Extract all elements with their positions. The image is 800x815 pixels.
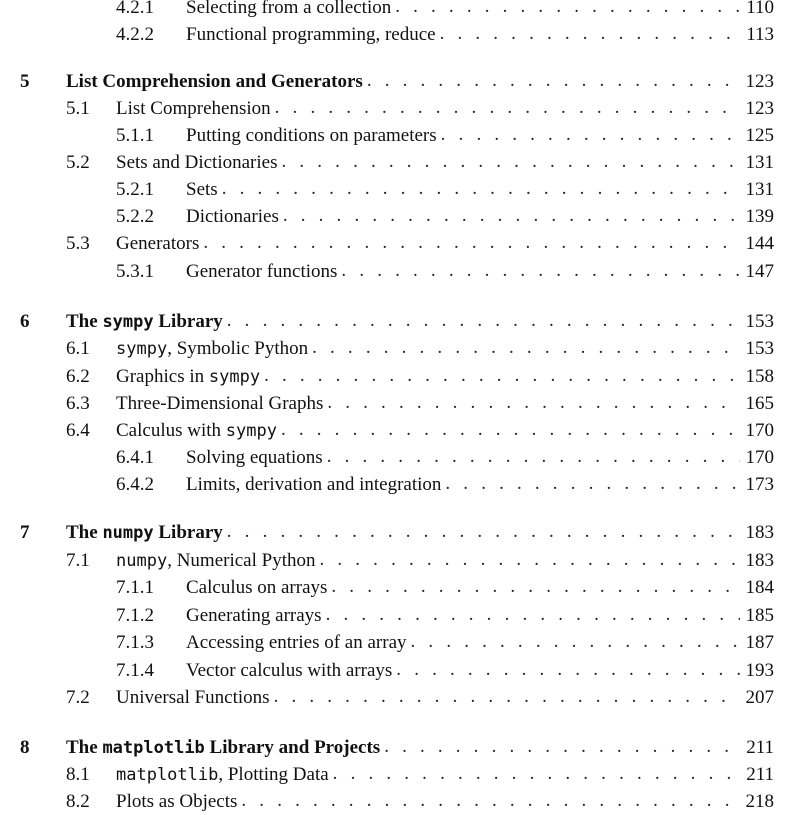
toc-title-text: Three-Dimensional Graphs <box>116 393 324 414</box>
toc-page-number: 173 <box>740 472 775 498</box>
toc-title-text: Putting conditions on parameters <box>186 125 437 146</box>
toc-entry-line <box>116 336 774 362</box>
dot-leader <box>384 735 740 760</box>
toc-subsection-entry <box>0 177 800 203</box>
toc-entry-number: 7.1 <box>66 550 90 571</box>
toc-entry-line <box>116 150 774 176</box>
toc-entry-number: 8.1 <box>66 764 90 785</box>
toc-page-number: 110 <box>740 0 774 21</box>
toc-entry-title <box>116 685 274 711</box>
toc-entry-number: 7.1.2 <box>116 605 154 626</box>
toc-title-text: Generating arrays <box>186 605 322 626</box>
toc-title-text: List Comprehension and Generators <box>66 71 363 92</box>
toc-title-text: Dictionaries <box>186 206 279 227</box>
toc-entry-number: 6.4.1 <box>116 447 154 468</box>
toc-chapter-entry <box>0 309 800 335</box>
toc-page-number: 187 <box>740 630 775 656</box>
toc-title-text: Calculus on arrays <box>186 577 328 598</box>
toc-chapter-entry <box>0 69 800 95</box>
toc-entry-title <box>66 69 367 95</box>
toc-entry-number: 7.1.4 <box>116 660 154 681</box>
toc-chapter-entry <box>0 520 800 546</box>
toc-title-code: sympy <box>225 421 277 441</box>
toc-title-text: Library and Projects <box>204 737 381 758</box>
toc-entry-number: 8 <box>20 737 30 758</box>
toc-entry-number: 7 <box>20 522 30 543</box>
toc-page-number: 183 <box>740 548 775 574</box>
toc-page-number: 123 <box>740 69 775 95</box>
toc-title-text: List Comprehension <box>116 98 271 119</box>
toc-subsection-entry <box>0 575 800 601</box>
toc-entry-title <box>116 789 241 815</box>
dot-leader <box>275 96 740 121</box>
toc-entry-line <box>116 685 774 711</box>
toc-entry-title <box>116 391 327 417</box>
toc-entry-title <box>116 762 333 788</box>
toc-entry-number: 7.1.3 <box>116 632 154 653</box>
toc-title-text: Solving equations <box>186 447 323 468</box>
toc-title-text: Sets and Dictionaries <box>116 152 278 173</box>
dot-leader <box>203 231 739 256</box>
toc-entry-line <box>186 204 774 230</box>
toc-section-entry <box>0 336 800 362</box>
toc-entry-title <box>66 735 384 761</box>
toc-entry-title <box>116 418 281 444</box>
toc-entry-line <box>66 69 774 95</box>
toc-entry-title <box>186 603 326 629</box>
toc-entry-title <box>116 150 281 176</box>
toc-title-text: The <box>66 522 103 543</box>
toc-title-code: matplotlib <box>116 765 219 785</box>
toc-entry-line <box>66 309 774 335</box>
toc-section-entry <box>0 418 800 444</box>
toc-page-number: 125 <box>740 123 775 149</box>
toc-entry-number: 8.2 <box>66 791 90 812</box>
toc-title-text: Library <box>153 311 223 332</box>
toc-title-text: Accessing entries of an array <box>186 632 407 653</box>
dot-leader <box>333 762 741 787</box>
toc-entry-number: 6.1 <box>66 338 90 359</box>
toc-section-entry <box>0 789 800 815</box>
toc-entry-line <box>186 0 774 21</box>
dot-leader <box>319 548 739 573</box>
toc-entry-title <box>186 259 341 285</box>
toc-subsection-entry <box>0 22 800 48</box>
toc-entry-title <box>186 22 440 48</box>
toc-page-number: 193 <box>740 658 775 684</box>
toc-entry-title <box>186 0 395 21</box>
toc-title-code: numpy <box>102 523 154 543</box>
dot-leader <box>281 150 739 175</box>
toc-section-entry <box>0 150 800 176</box>
toc-entry-title <box>116 231 203 257</box>
dot-leader <box>274 685 740 710</box>
toc-entry-title <box>186 472 445 498</box>
toc-entry-title <box>186 630 411 656</box>
toc-page-number: 170 <box>740 418 775 444</box>
toc-entry-title <box>186 658 396 684</box>
dot-leader <box>227 309 740 334</box>
toc-entry-number: 5.2.2 <box>116 206 154 227</box>
dot-leader <box>326 603 740 628</box>
dot-leader <box>440 22 741 47</box>
toc-chapter-entry <box>0 735 800 761</box>
toc-entry-line <box>116 391 774 417</box>
toc-title-text: Generators <box>116 233 200 254</box>
toc-entry-title <box>116 96 275 122</box>
dot-leader <box>441 123 740 148</box>
dot-leader <box>241 789 739 814</box>
dot-leader <box>312 336 739 361</box>
toc-section-entry <box>0 685 800 711</box>
toc-entry-number: 5.2 <box>66 152 90 173</box>
dot-leader <box>264 364 739 389</box>
toc-entry-title <box>186 445 327 471</box>
toc-entry-number: 6.4.2 <box>116 474 154 495</box>
toc-entry-line <box>186 445 774 471</box>
toc-entry-title <box>66 309 227 335</box>
toc-entry-number: 7.1.1 <box>116 577 154 598</box>
toc-title-text: Graphics in <box>116 366 209 387</box>
toc-page-number: 131 <box>740 177 775 203</box>
toc-entry-line <box>186 259 774 285</box>
toc-entry-number: 5.1.1 <box>116 125 154 146</box>
toc-entry-line <box>116 548 774 574</box>
toc-entry-line <box>116 418 774 444</box>
toc-page-number: 144 <box>740 231 775 257</box>
dot-leader <box>331 575 739 600</box>
toc-subsection-entry <box>0 472 800 498</box>
toc-entry-line <box>186 575 774 601</box>
toc-page-number: 131 <box>740 150 775 176</box>
toc-page-number: 165 <box>740 391 775 417</box>
toc-page-number: 183 <box>740 520 775 546</box>
dot-leader <box>445 472 739 497</box>
toc-section-entry <box>0 391 800 417</box>
toc-entry-line <box>116 96 774 122</box>
toc-entry-line <box>116 231 774 257</box>
toc-entry-title <box>116 336 312 362</box>
toc-page-number: 153 <box>740 336 775 362</box>
toc-title-code: sympy <box>102 312 154 332</box>
toc-entry-title <box>116 548 319 574</box>
toc-entry-number: 5.1 <box>66 98 90 119</box>
toc-entry-line <box>186 22 774 48</box>
toc-page-number: 147 <box>740 259 775 285</box>
toc-title-text: Functional programming, reduce <box>186 24 436 45</box>
toc-entry-number: 5 <box>20 71 30 92</box>
toc-page-number: 184 <box>740 575 775 601</box>
toc-title-text: Sets <box>186 179 218 200</box>
toc-title-text: Vector calculus with arrays <box>186 660 393 681</box>
toc-section-entry <box>0 96 800 122</box>
toc-subsection-entry <box>0 123 800 149</box>
toc-title-text: Generator functions <box>186 261 338 282</box>
dot-leader <box>367 69 740 94</box>
toc-page-number: 153 <box>740 309 775 335</box>
dot-leader <box>227 520 740 545</box>
toc-entry-line <box>186 472 774 498</box>
toc-entry-number: 4.2.2 <box>116 24 154 45</box>
toc-entry-line <box>186 630 774 656</box>
toc-title-text: Plots as Objects <box>116 791 238 812</box>
dot-leader <box>395 0 740 20</box>
toc-page-number: 158 <box>740 364 775 390</box>
toc-entry-number: 4.2.1 <box>116 0 154 18</box>
toc-entry-line <box>116 762 774 788</box>
dot-leader <box>396 658 739 683</box>
toc-entry-number: 6.2 <box>66 366 90 387</box>
toc-title-text: , Symbolic Python <box>167 338 309 359</box>
dot-leader <box>327 391 739 416</box>
toc-entry-line <box>66 520 774 546</box>
toc-title-code: matplotlib <box>102 738 205 758</box>
toc-title-text: Library <box>153 522 223 543</box>
toc-entry-line <box>186 658 774 684</box>
toc-title-text: Selecting from a collection <box>186 0 392 18</box>
toc-title-text: , Numerical Python <box>167 550 316 571</box>
toc-subsection-entry <box>0 204 800 230</box>
toc-page-number: 170 <box>740 445 775 471</box>
toc-subsection-entry <box>0 0 800 21</box>
toc-page-number: 207 <box>740 685 775 711</box>
toc-page-number: 211 <box>740 735 774 761</box>
toc-page-number: 139 <box>740 204 775 230</box>
toc-entry-line <box>116 789 774 815</box>
toc-entry-line <box>66 735 774 761</box>
toc-entry-title <box>186 575 331 601</box>
toc-entry-line <box>186 177 774 203</box>
dot-leader <box>283 204 740 229</box>
dot-leader <box>411 630 740 655</box>
toc-entry-title <box>186 177 222 203</box>
toc-title-text: , Plotting Data <box>218 764 329 785</box>
toc-entry-number: 5.2.1 <box>116 179 154 200</box>
toc-title-text: Limits, derivation and integration <box>186 474 442 495</box>
toc-entry-title <box>186 204 283 230</box>
toc-subsection-entry <box>0 603 800 629</box>
toc-page-number: 211 <box>740 762 774 788</box>
toc-title-code: sympy <box>208 367 261 387</box>
toc-title-code: sympy <box>116 339 168 359</box>
toc-entry-number: 7.2 <box>66 687 90 708</box>
dot-leader <box>341 259 739 284</box>
toc-title-text: The <box>66 737 103 758</box>
toc-entry-title <box>66 520 227 546</box>
toc-entry-line <box>186 603 774 629</box>
toc-section-entry <box>0 231 800 257</box>
toc-entry-title <box>186 123 441 149</box>
toc-page-number: 185 <box>740 603 775 629</box>
dot-leader <box>327 445 740 470</box>
toc-entry-line <box>186 123 774 149</box>
toc-section-entry <box>0 548 800 574</box>
toc-title-text: Calculus with <box>116 420 226 441</box>
toc-title-code: numpy <box>116 551 168 571</box>
toc-page-number: 123 <box>740 96 775 122</box>
toc-title-text: Universal Functions <box>116 687 270 708</box>
toc-title-text: The <box>66 311 103 332</box>
toc-section-entry <box>0 364 800 390</box>
toc-entry-number: 5.3 <box>66 233 90 254</box>
dot-leader <box>281 418 740 443</box>
toc-page-number: 113 <box>740 22 774 48</box>
toc-subsection-entry <box>0 630 800 656</box>
toc-subsection-entry <box>0 445 800 471</box>
toc-entry-number: 6 <box>20 311 30 332</box>
toc-entry-title <box>116 364 264 390</box>
toc-page-number: 218 <box>740 789 775 815</box>
dot-leader <box>222 177 740 202</box>
toc-subsection-entry <box>0 259 800 285</box>
toc-entry-number: 6.4 <box>66 420 90 441</box>
toc-entry-number: 5.3.1 <box>116 261 154 282</box>
toc-entry-line <box>116 364 774 390</box>
toc-entry-number: 6.3 <box>66 393 90 414</box>
toc-subsection-entry <box>0 658 800 684</box>
toc-section-entry <box>0 762 800 788</box>
